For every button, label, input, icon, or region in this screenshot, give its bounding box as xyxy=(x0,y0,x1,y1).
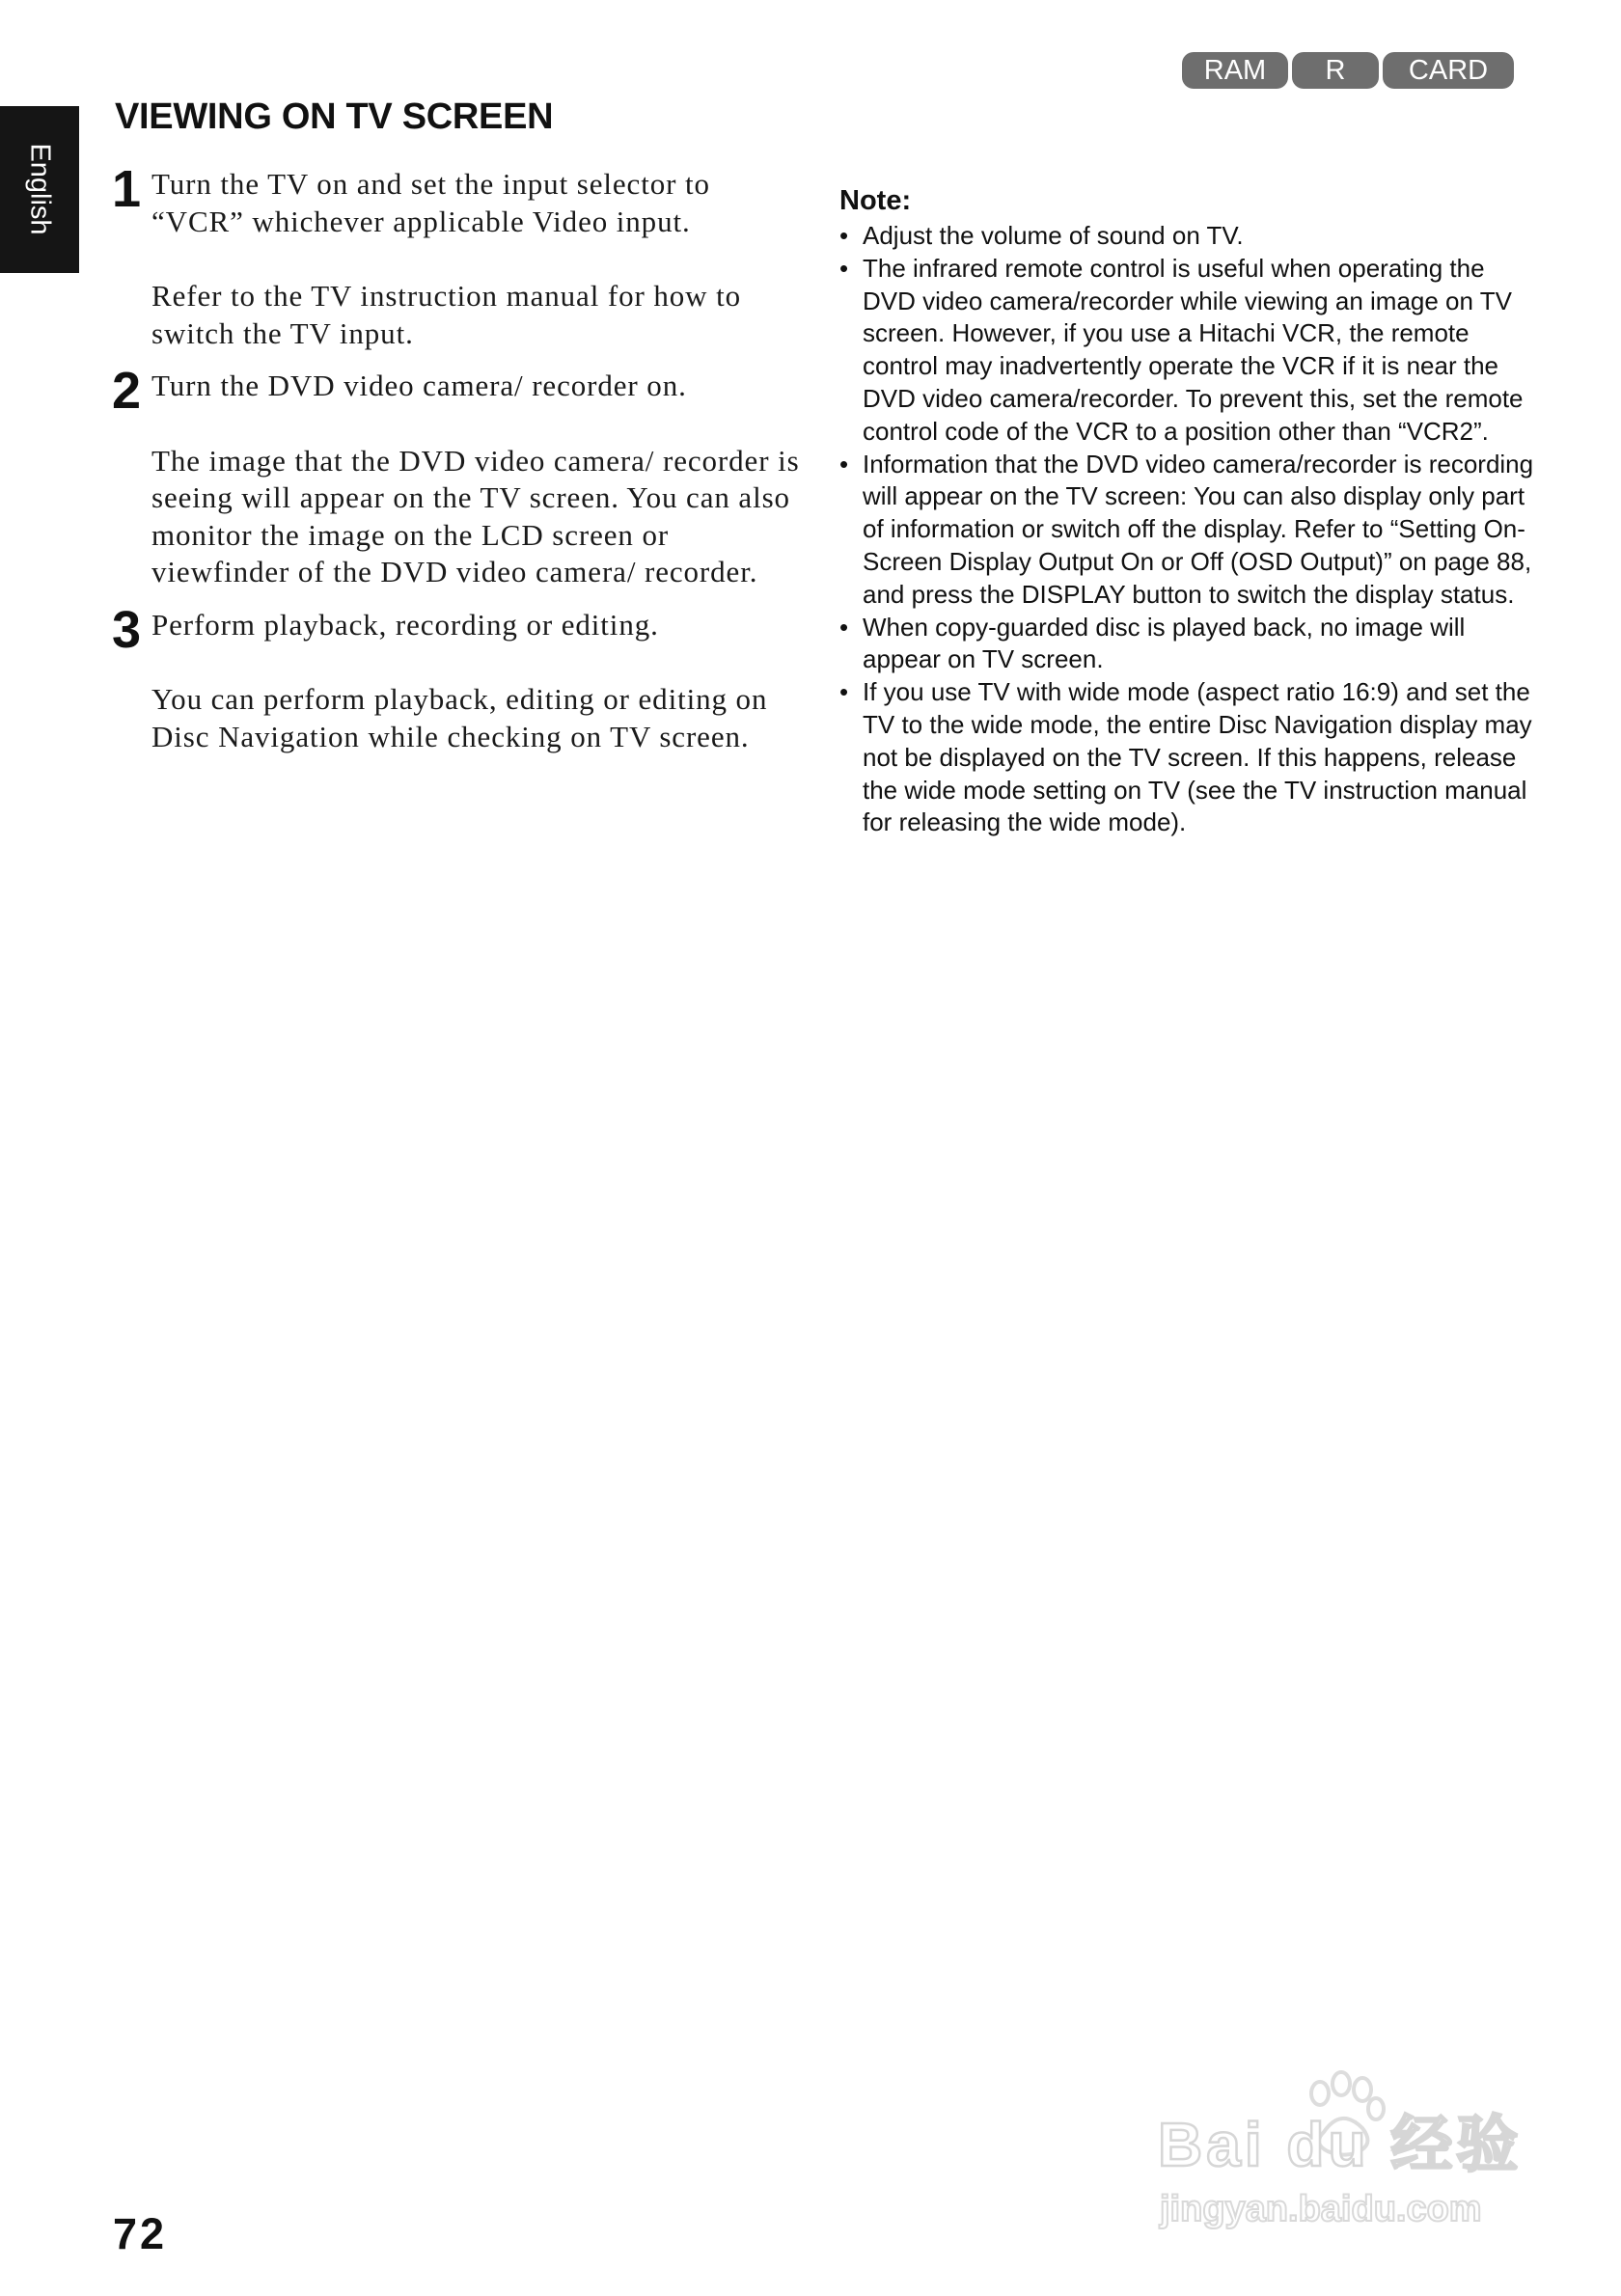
step-1-text: Turn the TV on and set the input selector to “VCR” whichever applicable Video input. xyxy=(151,167,710,238)
note-section xyxy=(839,183,1534,839)
step-3 xyxy=(112,600,807,756)
note-item-text: When copy-guarded disc is played back, no image will appear on TV screen. xyxy=(863,612,1466,674)
page-title: VIEWING ON TV SCREEN xyxy=(115,96,554,137)
watermark-url: jingyan.baidu.com xyxy=(1160,2189,1482,2229)
badge-card: CARD xyxy=(1383,52,1514,89)
media-badges xyxy=(1182,52,1514,89)
watermark-brand: Bai du 经验 xyxy=(1158,2110,1523,2179)
step-2 xyxy=(112,362,807,591)
step-list xyxy=(112,160,807,755)
step-2-text: Turn the DVD video camera/ recorder on. xyxy=(151,369,687,402)
step-1-number: 1 xyxy=(112,160,142,218)
bullet-icon: • xyxy=(839,253,849,283)
bullet-icon: • xyxy=(839,449,849,478)
step-2-number: 2 xyxy=(112,362,142,420)
step-2-detail: The image that the DVD video camera/ recorder is seeing will appear on the TV screen. You can also monitor the image on the LCD screen or viewfinder of the DVD video camera/ recorder. xyxy=(151,443,800,588)
step-3-number: 3 xyxy=(112,600,142,659)
note-item xyxy=(839,612,1534,677)
bullet-icon: • xyxy=(839,221,849,250)
step-1 xyxy=(112,160,807,352)
note-list xyxy=(839,220,1534,839)
language-tab xyxy=(0,106,79,273)
badge-ram: RAM xyxy=(1182,52,1288,89)
note-item-text: Information that the DVD video camera/recorder is recording will appear on the TV screen: You can also display only part of information or switch off the display. Refer to “Setting On-Screen Display Output On or Off (OSD Output)” on page 88, and press the DISPLAY button to switch the display status. xyxy=(863,449,1534,609)
bullet-icon: • xyxy=(839,677,849,707)
page-number: 72 xyxy=(113,2209,168,2258)
note-title: Note: xyxy=(839,185,912,216)
note-item-text: Adjust the volume of sound on TV. xyxy=(863,221,1244,250)
note-item xyxy=(839,676,1534,839)
note-item-text: If you use TV with wide mode (aspect ratio 16:9) and set the TV to the wide mode, the entire Disc Navigation display may not be displayed on the TV screen. If this happens, release the wide mode setting on TV (see the TV instruction manual for releasing the wide mode). xyxy=(863,677,1532,837)
note-item xyxy=(839,253,1534,449)
note-item-text: The infrared remote control is useful when operating the DVD video camera/recorder while viewing an image on TV screen. However, if you use a Hitachi VCR, the remote control may inadvertently operate the VCR if it is near the DVD video camera/recorder. To prevent this, set the remote control code of the VCR to a position other than “VCR2”. xyxy=(863,253,1524,446)
language-tab-label: English xyxy=(24,143,56,235)
badge-r: R xyxy=(1292,52,1379,89)
baidu-watermark-logo xyxy=(1158,2064,1544,2238)
step-3-text: Perform playback, recording or editing. xyxy=(151,607,659,642)
bullet-icon: • xyxy=(839,612,849,642)
step-1-detail: Refer to the TV instruction manual for how to switch the TV input. xyxy=(151,279,742,350)
step-3-detail: You can perform playback, editing or editing on Disc Navigation while checking on TV screen. xyxy=(151,682,768,753)
note-item xyxy=(839,220,1534,253)
note-item xyxy=(839,449,1534,612)
